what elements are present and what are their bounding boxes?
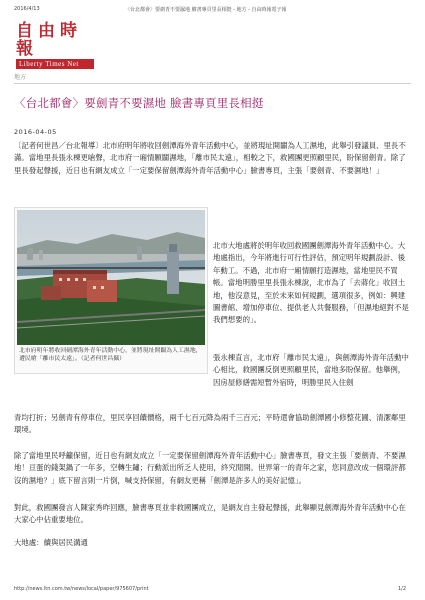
header-divider bbox=[14, 83, 411, 84]
photo-caption: 北市府明年將收回劍潭海外青年活動中心，並將現址開闢為人工濕地，遭民嗆「離市民太遠」。（記者何世昌攝） bbox=[19, 348, 202, 362]
section-label[interactable]: 地方 bbox=[14, 74, 27, 81]
article-paragraph-5: 對此，救國團發言人陳家秀昨回應，臉書專頁並非救國團成立，是網友自主發起聲援，此舉顯見劍潭海外青年活動中心在大家心中佔重要地位。 bbox=[14, 503, 406, 525]
print-date: 2016/4/13 bbox=[14, 6, 40, 12]
print-url: http://news.ltn.com.tw/news/local/paper/975607/print bbox=[14, 586, 149, 592]
logo-english-text: Liberty Times Net bbox=[16, 59, 94, 69]
article-paragraph-3: 張永棟直言，北市府「離市民太遠」，與劍潭海外青年活動中心相比，救國團反倒更照顧里民，當地多盼保留。他舉例，因房屋修繕需短暫外宿時，明勝里民入住劍 bbox=[213, 353, 409, 387]
page-number: 1/2 bbox=[398, 586, 407, 592]
article-paragraph-3-continued: 青均打折；另劍青有停車位，里民享回饋價格，兩千七百元降為兩千三百元；平時還會協助劍潭國小修整花圃、清潔鄰里環境。 bbox=[14, 413, 406, 435]
article-photo-figure bbox=[14, 207, 208, 374]
logo-chinese-text: 自由時報 bbox=[16, 21, 82, 59]
article-subheading: 大地處：續與居民溝通 bbox=[14, 538, 88, 547]
print-footer bbox=[0, 586, 425, 594]
article-paragraph-2: 北市大地處將於明年收回救國團劍潭海外青年活動中心。大地處指出，今年將進行可行性評估，預定明年規劃設計、後年動工。不過，北市府一廂情願打造濕地，當地里民不買帳。當地明勝里里長張永棟說，北市為了「去蔣化」收回土地，他沒意見，至於未來如何規劃，選項很多，例如：興建圖書館、增加停車位、提供老人共餐服務，「但濕地絕對不是我們想要的」。 bbox=[213, 241, 409, 325]
print-page-title: 〈台北都會〉要劍青不要濕地 臉書專頁里長相挺 - 地方 - 自由時報電子報 bbox=[125, 7, 287, 13]
article-headline: 〈台北都會〉要劍青不要濕地 臉書專頁里長相挺 bbox=[14, 96, 264, 110]
article-paragraph-1: 〔記者何世昌／台北報導〕北市府明年將收回劍潭海外青年活動中心，並將現址開闢為人工濕地，此舉引發議員、里長不滿。當地里長張永棟更嗆聲，北市府一廂情願闢濕地，「離市民太遠」，相較之下，救國團更照顧里民，盼保留劍青。除了里長發起聲援，近日也有網友成立「一定要保留劍潭海外青年活動中心」臉書專頁，主張「要劍青、不要濕地！」 bbox=[14, 141, 406, 175]
article-date: 2016-04-05 bbox=[14, 128, 57, 136]
article-photo bbox=[17, 210, 205, 345]
print-header bbox=[0, 6, 425, 16]
liberty-times-logo[interactable] bbox=[16, 22, 92, 69]
article-paragraph-4: 除了當地里民呼籲保留，近日也有網友成立「一定要保留劍潭海外青年活動中心」臉書專頁，發文主張「要劍青、不要濕地！亘蛋的錢架鍋了一年多，空轉生鏽；行動派出所乏人使用，終究閒開。世界第一的青年之家，您同意改成一個環評都沒的濕地？」底下留言則一片倒，喊支持保留，有網友更稱「劍潭是許多人的美好記憶」。 bbox=[14, 451, 406, 485]
